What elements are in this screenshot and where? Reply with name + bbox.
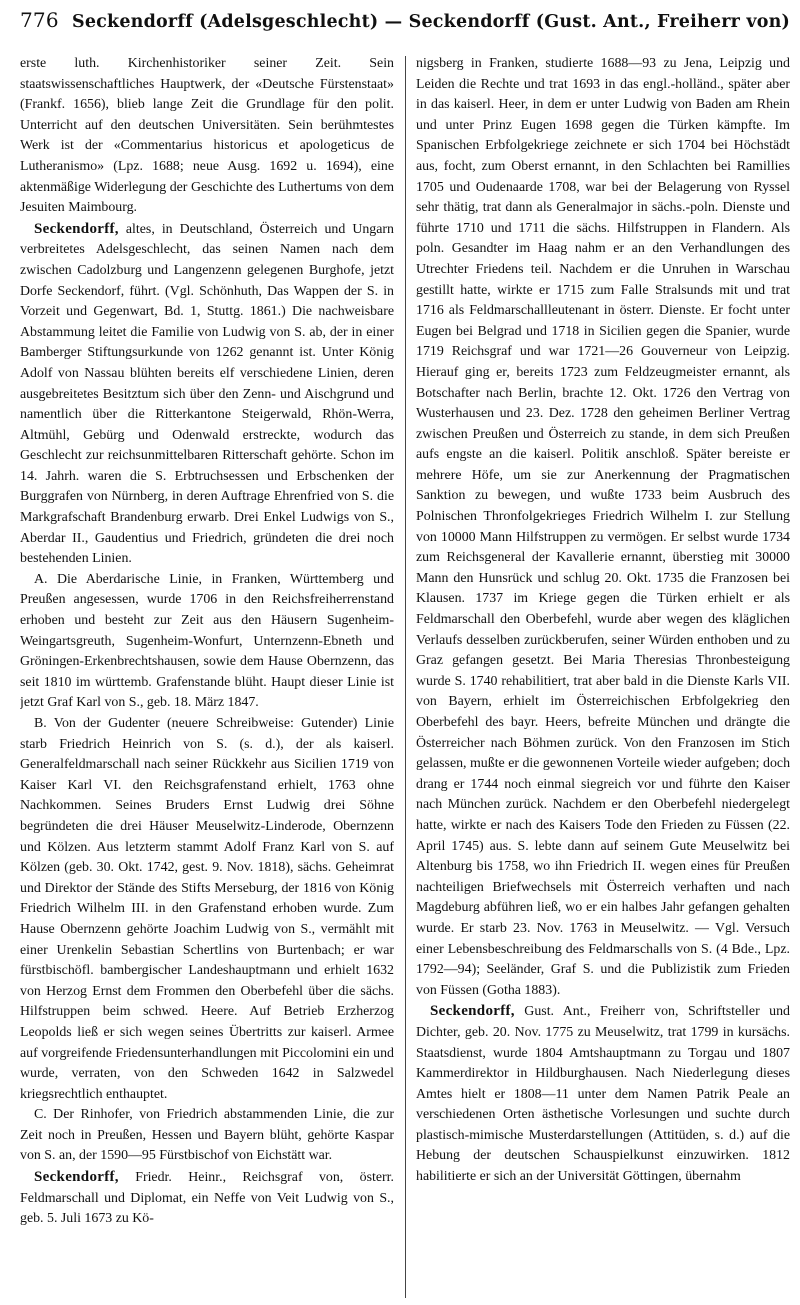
paragraph-aberdar-line: A. Die Aberdarische Linie, in Franken, Württemberg und Preußen angesessen, wurde 1706 in den Reichsfreiherrenstand erhoben und besteht zur Zeit aus den Häusern Sugenheim-Weingartsgreuth, Sugenheim-Wonfurt, Unternzenn-Ebneth und Gröningen-Erkenbrechtshausen, sowie dem Hause Obernzenn, das seit 1810 im württemb. Grafenstande blüht. Haupt dieser Linie ist jetzt Graf Karl von S., geb. 18. März 1847. [20, 571, 394, 711]
paragraph: nigsberg in Franken, studierte 1688—93 zu Jena, Leipzig und Leiden die Rechte und trat 1693 in das engl.-holländ., später aber in das kaiserl. Heer, in dem er unter Ludwig von Baden am Rhein und unter Prinz Eugen 1698 gegen die Türken kämpfte. Im Spanischen Erbfolgekriege zeichnete er sich 1704 bei Höchstädt aus, focht, zum Oberst ernannt, in den Schlachten bei Ramillies 1705 und Oudenaarde 1708, war bei der Belagerung von Ryssel sehr thätig, trat dann als Generalmajor in sächs.-poln. Dienste und führte 1710 und 1711 die sächs. Hilfstruppen in Flandern. Als poln. Gesandter im Haag nahm er an den Verhandlungen des Utrechter Friedens teil. Nachdem er die Unruhen in Warschau gestillt hatte, wirkte er 1715 zum Falle Stralsunds mit und trat 1716 als Feldmarschallleutenant in österr. Dienste. Er focht unter Eugen bei Belgrad und 1718 in Sicilien gegen die Spanier, wurde 1719 Reichsgraf und war 1721—26 Gouverneur von Leipzig. Hierauf ging er, bereits 1723 zum Feldzeugmeister ernannt, als Botschafter nach Berlin, brachte 12. Okt. 1726 den Vertrag von Wusterhausen und 23. Dez. 1728 den geheimen Berliner Vertrag zwischen Preußen und Österreich zu stande, in dem sich Preußen aufs engste an die kaiserl. Politik anschloß. Später bereiste er mehrere Höfe, um sie zur Anerkennung der Pragmatischen Sanktion zu bewegen, und wußte 1733 beim Ausbruch des Polnischen Thronfolgekrieges Friedrich Wilhelm I. zur Stellung von 10000 Mann Hilfstruppen zu vermögen. Er selbst wurde 1734 zum Reichsgeneral der Kavallerie ernannt, überstieg mit 30000 Mann den Hunsrück und schlug 20. Okt. 1735 die Franzosen bei Klausen. 1737 im Kriege gegen die Türken erhielt er als Feldmarschall den Oberbefehl, wurde aber wegen des kläglichen Verlaufs desselben zurückberufen, seiner Würden enthoben und zu Graz gefangen gesetzt. Bei Maria Theresias Thronbesteigung wurde S. 1740 rehabilitiert, trat aber bald in die Dienste Karls VII. von Bayern, erhielt im Österreichischen Erbfolgekrieg den Oberbefehl des bayr. Heers, befreite München und drängte die Österreicher nach Böhmen zurück. Von den Franzosen im Stich gelassen, mußte er die gewonnenen Vorteile wieder aufgeben; doch drang er 1744 noch einmal siegreich vor und führte den Kaiser nach München zurück. Nachdem er den Oberbefehl niedergelegt hatte, wirkte er nach des Kaisers Tode den Frieden zu Füssen (22. April 1745) aus. S. lebte dann auf seinem Gute Meuselwitz bei Altenburg bis 1758, wo ihn Friedrich II. wegen eines für Preußen nachteiligen Briefwechsels mit Österreich verhaften und nach Magdeburg abführen ließ, wo er ein halbes Jahr gefangen gehalten wurde. Er starb 23. Nov. 1763 in Meuselwitz. — Vgl. Versuch einer Lebensbeschreibung des Feldmarschalls von S. (4 Bde., Lpz. 1792—94); Seeländer, Graf S. und die Publizistik zum Frieden von Füssen (Gotha 1883). [416, 56, 790, 998]
entry-seckendorff-gustav [416, 1001, 790, 1187]
paragraph: erste luth. Kirchenhistoriker seiner Zeit. Sein staatswissenschaftliches Hauptwerk, der «Deutsche Fürstenstaat» (Frankf. 1656), blieb lange Zeit die Grundlage für den polit. Unterricht auf den deutschen Universitäten. Sein berühmtestes Werk ist der «Commentarius historicus et apologeticus de Lutheranismo» (Lpz. 1688; neue Ausg. 1692 u. 1694), eine aktenmäßige Widerlegung der Geschichte des Luthertums von dem Jesuiten Maimbourg. [20, 56, 394, 216]
paragraph-rinhofer-line: C. Der Rinhofer, von Friedrich abstammenden Linie, die zur Zeit noch in Preußen, Hessen und Bayern blüht, gehörte Kaspar von S. an, der 1590—95 Fürstbischof von Eichstätt war. [20, 1107, 394, 1164]
entry-text: Gust. Ant., Freiherr von, Schriftsteller und Dichter, geb. 20. Nov. 1775 zu Meuselwitz, trat 1799 in kursächs. Staatsdienst, wurde 1804 Amtshauptmann zu Torgau und 1807 Kammerdirektor in Hildburghausen. Nach Niederlegung dieses Amtes hielt er 1808—11 unter dem Namen Patrik Peale an verschiedenen Orten ästhetische Vorlesungen und suchte durch plastisch-mimische Musterdarstellungen (Attitüden, s. d.) auf die Hebung der deutschen Schauspielkunst einzuwirken. 1812 habilitierte er sich an der Universität Göttingen, übernahm [416, 1004, 790, 1185]
running-head-title: Seckendorff (Adelsgeschlecht) — Seckendorff (Gust. Ant., Freiherr von) [72, 12, 790, 32]
column-divider [405, 56, 406, 1298]
entry-text: altes, in Deutschland, Österreich und Ungarn verbreitetes Adelsgeschlecht, das seinen Namen nach dem zwischen Cadolzburg und Langenzenn gelegenen Burghofe, jetzt Dorfe Seckendorf, führt. (Vgl. Schönhuth, Das Wappen der S. in Vorzeit und Gegenwart, Bd. 1, Stuttg. 1861.) Die nachweisbare Abstammung leitet die Familie von Ludwig von S. ab, der in einer Bamberger Stiftungsurkunde von 1262 genannt ist. Unter König Adolf von Nassau blühten bereits elf verschiedene Linien, deren ausgebreitetes Besitztum sich über den Zenn- und Aischgrund und namentlich über die Ritterkantone Steigerwald, Rhön-Werra, Altmühl, Gebürg und Odenwald erstreckte, wodurch das Geschlecht zur reichsunmittelbaren Ritterschaft gehörte. Schon im 14. Jahrh. waren die S. Erbtruchsessen und Erbschenken der Burggrafen von Nürnberg, in deren Auftrage Ehrenfried von S. die Markgrafschaft Brandenburg erwarb. Drei Enkel Ludwigs von S., Aberdar II., Gaudentius und Friedrich, gründeten die drei noch bestehenden Linien. [20, 221, 394, 567]
entry-seckendorff-family [20, 219, 394, 570]
paragraph-gudenter-line: B. Von der Gudenter (neuere Schreibweise: Gutender) Linie starb Friedrich Heinrich von S. (s. d.), der als kaiserl. Generalfeldmarschall nach seiner Rückkehr aus Sicilien 1719 von Kaiser Karl VI. den Reichsgrafenstand erhielt, 1763 ohne Nachkommen. Seines Bruders Ernst Ludwig drei Söhne begründeten die drei Häuser Meuselwitz-Linderode, Obernzenn und Kölzen. Aus letzterm stammt Adolf Franz Karl von S. auf Kölzen (geb. 30. Okt. 1742, gest. 9. Nov. 1818), sächs. Geheimrat und Direktor der Stände des Stifts Merseburg, der 1816 von König Friedrich Wilhelm III. in den Grafenstand erhoben wurde. Zum Hause Obernzenn gehörte Joachim Ludwig von S., vermählt mit einer Urenkelin Sebastian Schertlins von Burtenbach; er war fürstbischöfl. bambergischer Landeshauptmann und erhielt 1632 von Herzog Ernst dem Frommen den Oberbefehl über die sächs. Hilfstruppen beim schwed. Heere. Auf Betrieb Erzherzog Leopolds ließ er sich wegen seines Übertritts zur kaiserl. Armee auf vorgreifende Friedensunterhandlungen mit Piccolomini ein und wurde, verraten, von den Schweden 1642 in Salzwedel kriegsrechtlich enthauptet. [20, 716, 394, 1102]
running-head [20, 8, 790, 56]
headword: Seckendorff, [34, 220, 119, 237]
entry-text: Friedr. Heinr., Reichsgraf von, österr. Feldmarschall und Diplomat, ein Neffe von Veit Ludwig von S., geb. 5. Juli 1673 zu Kö- [20, 1170, 394, 1227]
two-column-body [20, 54, 790, 1298]
left-column [20, 54, 394, 1298]
right-column [416, 54, 790, 1298]
entry-seckendorff-friedrich [20, 1167, 394, 1230]
headword: Seckendorff, [430, 1003, 515, 1020]
dictionary-page [20, 8, 790, 1298]
headword: Seckendorff, [34, 1169, 119, 1186]
page-number: 776 [20, 8, 59, 32]
